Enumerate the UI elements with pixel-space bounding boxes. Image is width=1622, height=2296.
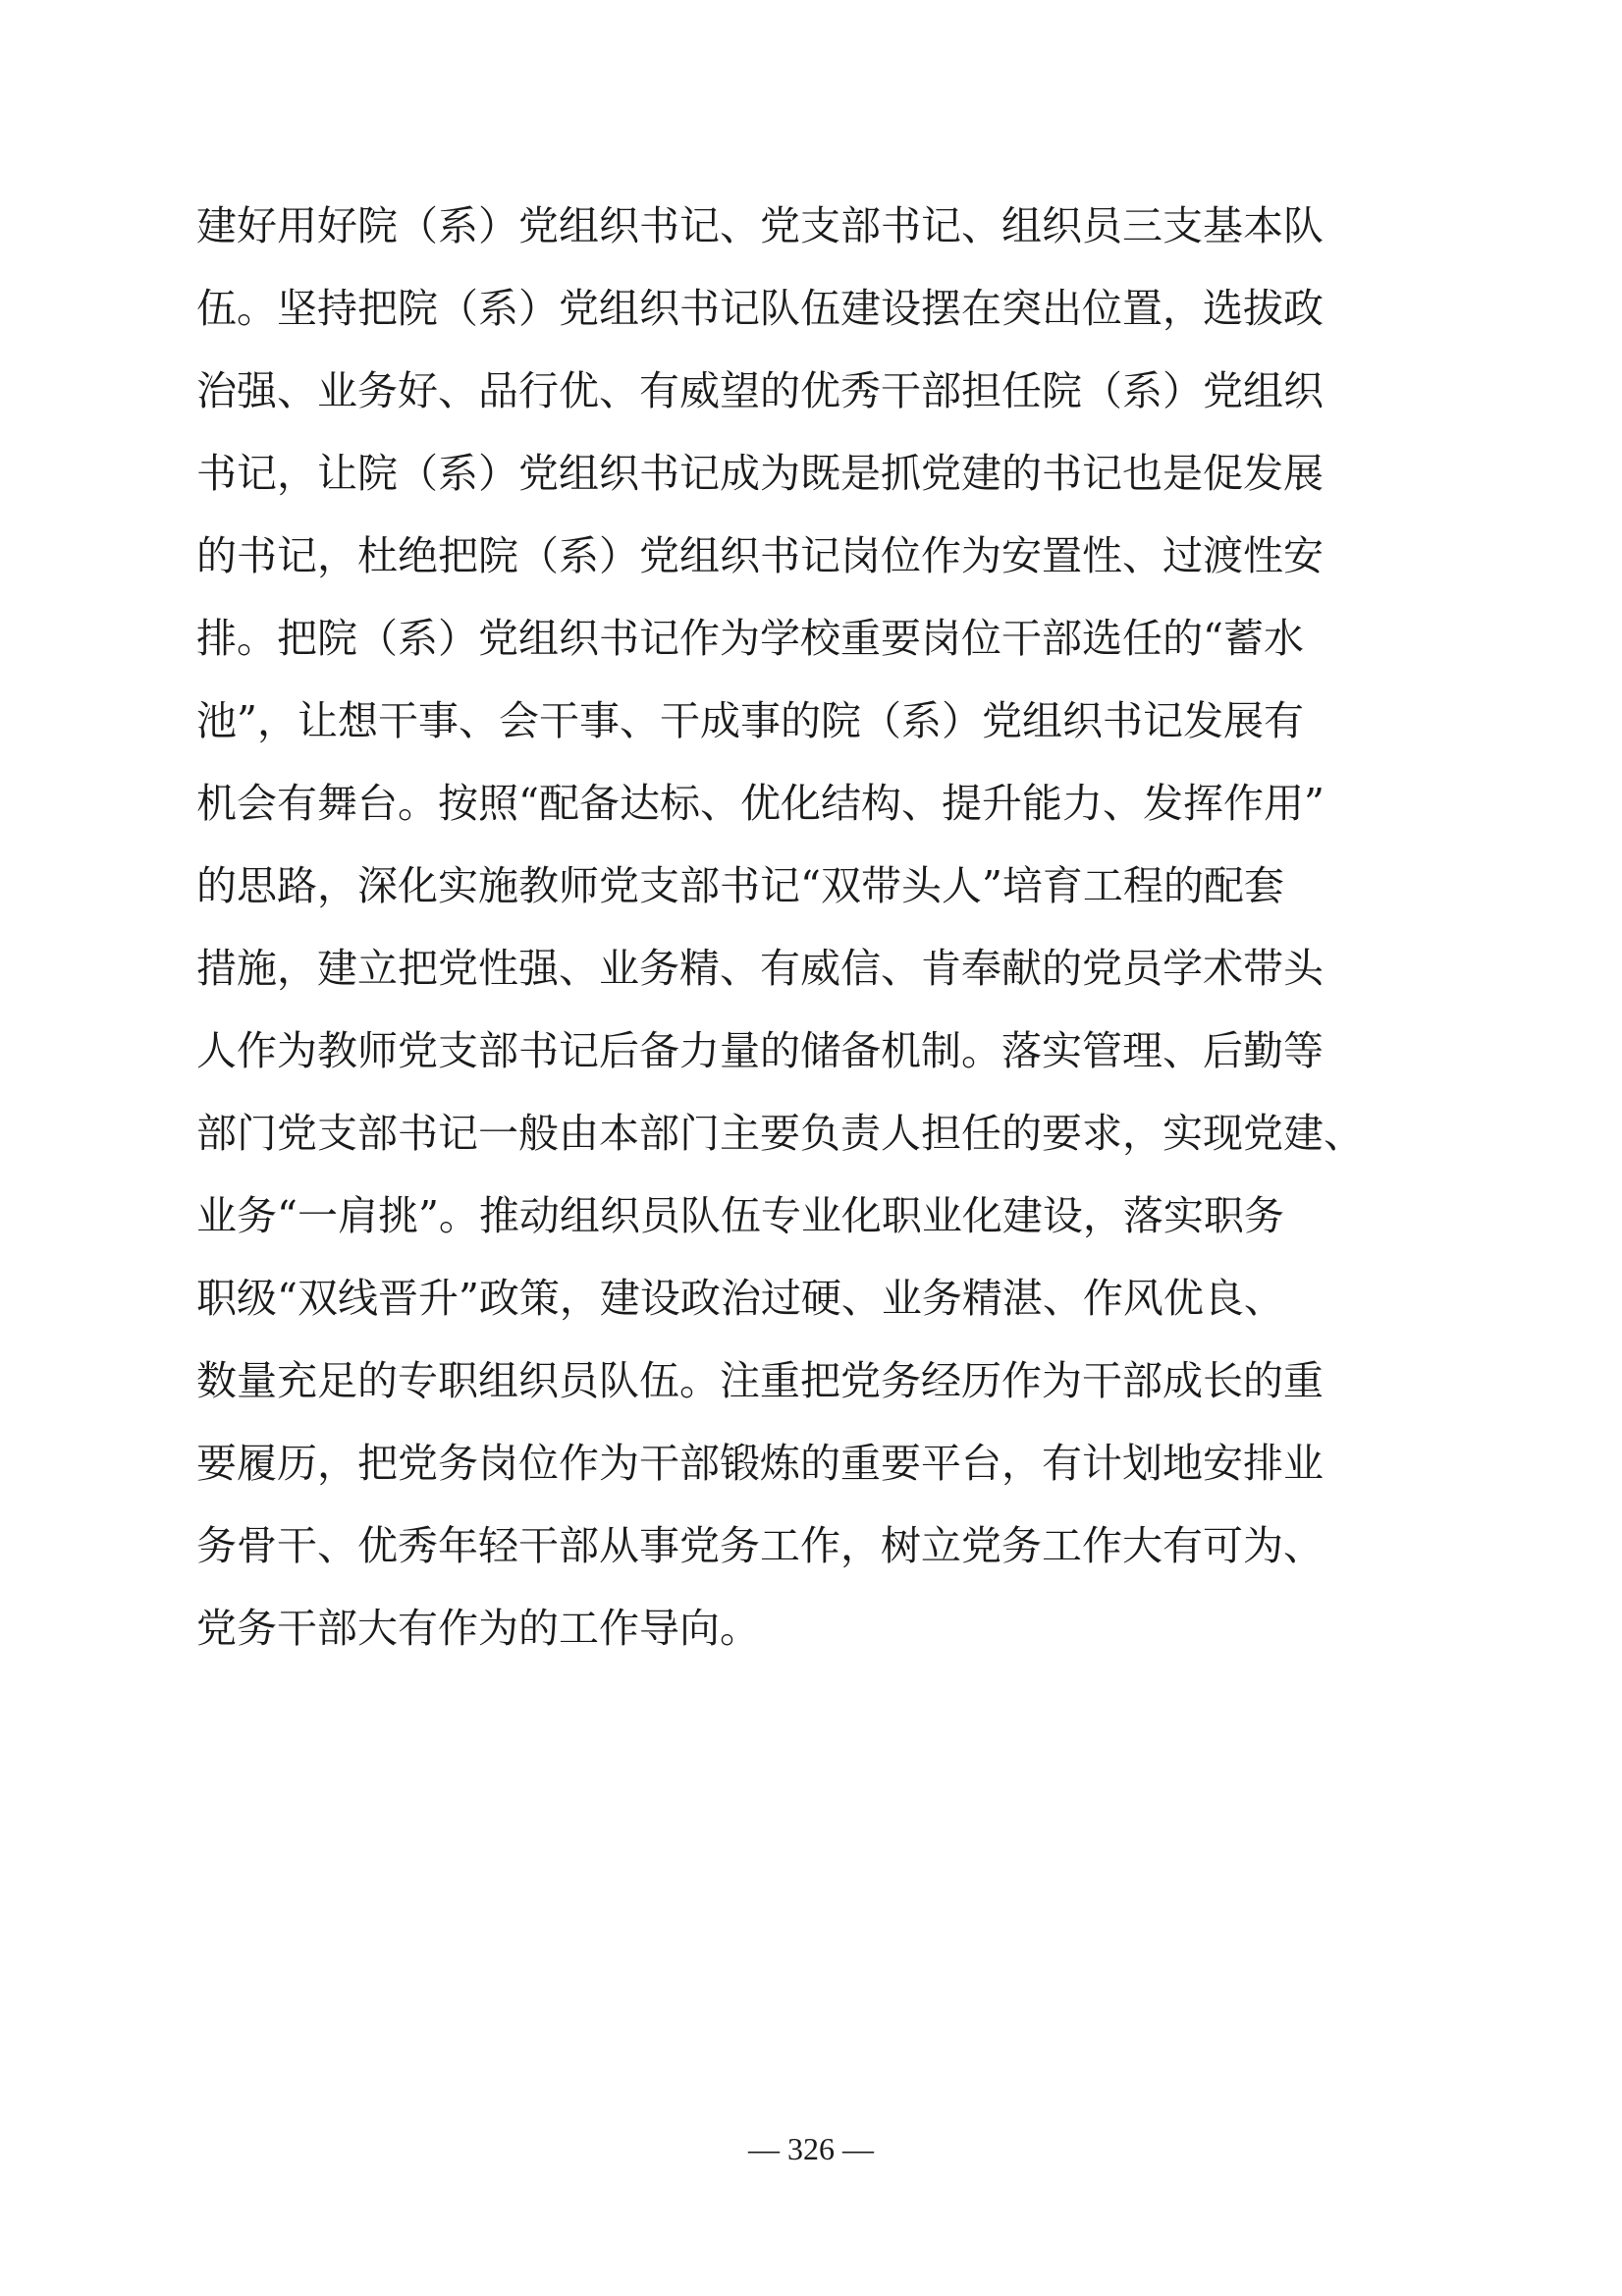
text-line: 排。把院（系）党组织书记作为学校重要岗位干部选任的“蓄水 — [196, 615, 1304, 662]
text-line: 业务“一肩挑”。推动组织员队伍专业化职业化建设，落实职务 — [196, 1192, 1284, 1239]
text-line: 务骨干、优秀年轻干部从事党务工作，树立党务工作大有可为、 — [196, 1522, 1324, 1569]
page-number: — 326 — — [748, 2131, 874, 2166]
body-paragraph — [196, 202, 1364, 1691]
text-line: 人作为教师党支部书记后备力量的储备机制。落实管理、后勤等 — [196, 1027, 1324, 1074]
text-line: 要履历，把党务岗位作为干部锻炼的重要平台，有计划地安排业 — [196, 1440, 1324, 1487]
text-line: 建好用好院（系）党组织书记、党支部书记、组织员三支基本队 — [196, 202, 1324, 249]
text-line: 的书记，杜绝把院（系）党组织书记岗位作为安置性、过渡性安 — [196, 532, 1324, 579]
text-line: 治强、业务好、品行优、有威望的优秀干部担任院（系）党组织 — [196, 367, 1324, 414]
text-line: 机会有舞台。按照“配备达标、优化结构、提升能力、发挥作用” — [196, 780, 1325, 827]
text-line: 书记，让院（系）党组织书记成为既是抓党建的书记也是促发展 — [196, 450, 1324, 497]
text-line: 党务干部大有作为的工作导向。 — [196, 1605, 760, 1652]
text-line: 池”，让想干事、会干事、干成事的院（系）党组织书记发展有 — [196, 697, 1304, 744]
text-line: 数量充足的专职组织员队伍。注重把党务经历作为干部成长的重 — [196, 1357, 1324, 1404]
text-line: 措施，建立把党性强、业务精、有威信、肯奉献的党员学术带头 — [196, 945, 1324, 992]
text-line: 职级“双线晋升”政策，建设政治过硬、业务精湛、作风优良、 — [196, 1275, 1284, 1322]
text-line: 部门党支部书记一般由本部门主要负责人担任的要求，实现党建、 — [196, 1110, 1364, 1157]
text-line: 伍。坚持把院（系）党组织书记队伍建设摆在突出位置，选拔政 — [196, 285, 1324, 332]
text-line: 的思路，深化实施教师党支部书记“双带头人”培育工程的配套 — [196, 862, 1284, 909]
